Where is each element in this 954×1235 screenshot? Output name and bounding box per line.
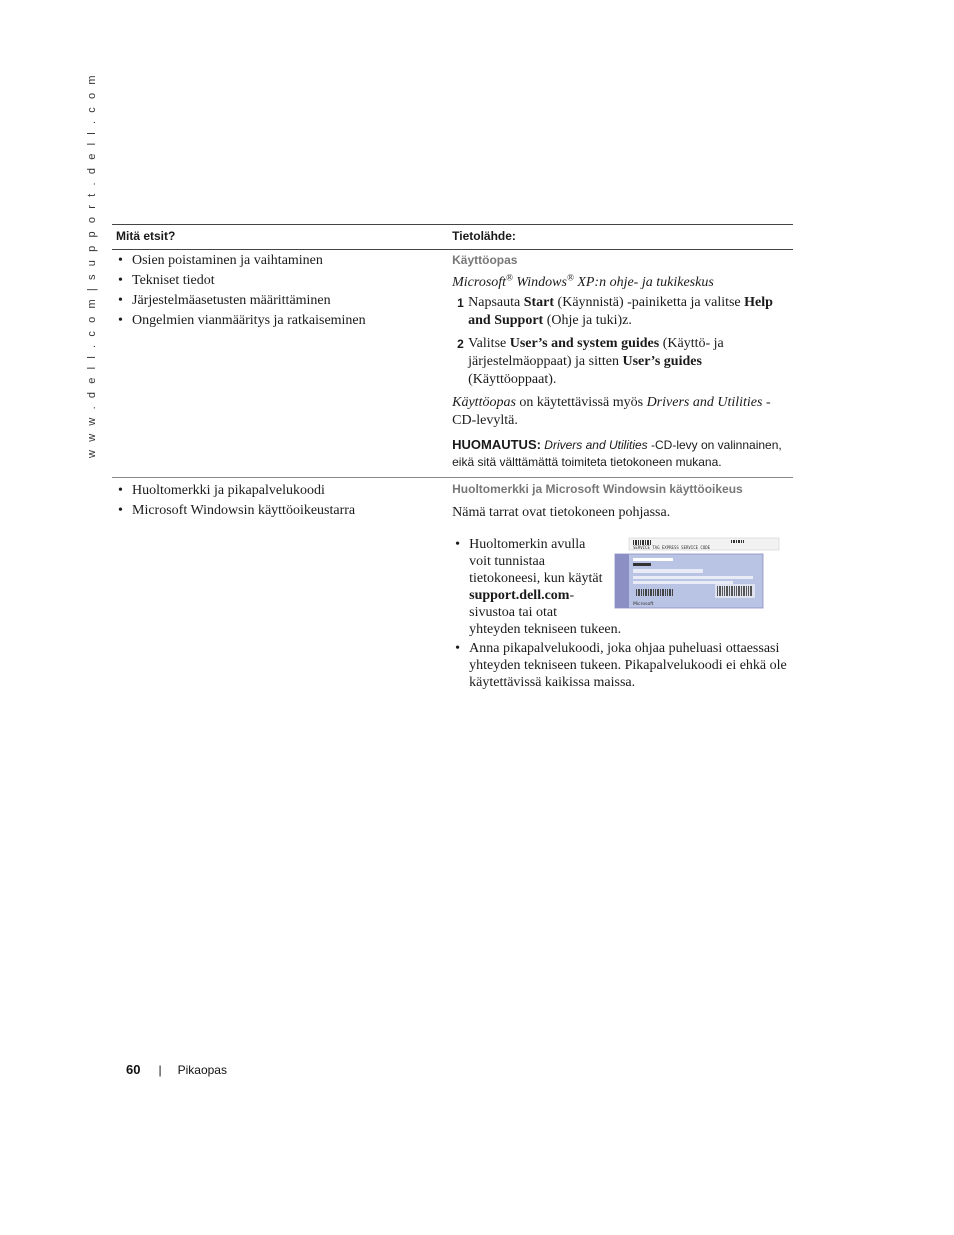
step-2: [452, 335, 793, 389]
step-text: (Käynnistä) -painiketta ja valitse: [554, 295, 745, 310]
list-item: • Osien poistaminen ja vaihtaminen: [112, 251, 449, 271]
source-heading: Huoltomerkki ja Microsoft Windowsin käyttöoikeus: [452, 482, 743, 496]
label-bullets: [452, 536, 793, 691]
step-1: [452, 294, 793, 330]
availability-text: [452, 394, 793, 430]
list-item: [452, 536, 793, 638]
list-item: • Järjestelmäasetusten määrittäminen: [112, 291, 449, 311]
step-text: (Ohje ja tuki)z.: [543, 313, 632, 328]
note-text: -CD-levy on valinnainen, eikä sitä välttämättä toimiteta tietokoneen mukana.: [452, 438, 782, 469]
registered-mark: ®: [506, 272, 513, 283]
step-strong: User’s guides: [622, 354, 702, 369]
step-text: Napsauta: [468, 295, 524, 310]
side-url-text: w w w . d e l l . c o m | s u p p o r t . d e l l . c o m: [86, 72, 98, 458]
list-item: • Microsoft Windowsin käyttöoikeustarra: [112, 501, 449, 521]
help-line-windows: Windows: [512, 275, 567, 290]
registered-mark: ®: [566, 272, 574, 283]
list-item: • Ongelmien vianmääritys ja ratkaiseminen: [112, 311, 449, 331]
row1-topics: [112, 250, 449, 478]
footer-title: Pikaopas: [177, 1063, 227, 1077]
col2-header: Tietolähde:: [449, 225, 793, 250]
step-strong: Start: [523, 295, 555, 310]
avail-italic: Käyttöopas: [452, 395, 516, 410]
help-center-line: [452, 274, 793, 292]
list-item: • Huoltomerkki ja pikapalvelukoodi: [112, 481, 449, 501]
row1-source: [449, 250, 793, 478]
label-brand-text: Microsoft: [633, 602, 654, 607]
bullet-text: -sivustoa tai otat: [469, 588, 575, 620]
help-line-rest: XP:n ohje- ja tukikeskus: [573, 275, 714, 290]
table-row: [112, 478, 793, 692]
step-number: 2: [457, 337, 464, 351]
label-section: [452, 536, 793, 691]
page-footer: [126, 1062, 227, 1077]
step-strong: Help and Support: [468, 295, 773, 328]
step-text: (Käyttö- ja järjestelmäoppaat) ja sitten: [468, 336, 724, 369]
source-heading: Käyttöopas: [452, 253, 518, 267]
bullet-text-tail: yhteyden tekniseen tukeen.: [469, 622, 622, 637]
step-text: Valitse: [468, 336, 510, 351]
info-table: [112, 224, 793, 691]
avail-text: -CD-levyltä.: [452, 395, 771, 428]
label-top-text: SERVICE TAG EXPRESS SERVICE CODE: [633, 545, 711, 550]
list-item: • Tekniset tiedot: [112, 271, 449, 291]
topic-list: [112, 251, 449, 331]
bullet-text: Huoltomerkin avulla voit tunnistaa tietokoneesi, kun käytät: [469, 537, 603, 586]
steps-list: [452, 294, 793, 389]
avail-text: on käytettävissä myös: [515, 395, 647, 410]
note-italic: Drivers and Utilities: [544, 438, 648, 452]
step-number: 1: [457, 296, 464, 310]
list-item: • Anna pikapalvelukoodi, joka ohjaa puheluasi ottaessasi yhteyden tekniseen tukeen. Pikapalvelukoodi ei ehkä ole käytettävissä kaikissa maissa.: [452, 640, 793, 691]
footer-separator: |: [158, 1063, 162, 1077]
bullet-strong: support.dell.com: [469, 588, 570, 603]
col1-header: Mitä etsit?: [112, 225, 449, 250]
step-strong: User’s and system guides: [509, 336, 660, 351]
note-label: HUOMAUTUS:: [452, 437, 541, 452]
row2-source: [449, 478, 793, 692]
avail-italic: Drivers and Utilities: [646, 395, 763, 410]
table-row: [112, 250, 793, 478]
note-block: [452, 436, 793, 471]
help-line-microsoft: Microsoft: [452, 275, 507, 290]
row2-topics: [112, 478, 449, 692]
step-text: (Käyttöoppaat).: [468, 372, 557, 387]
table-header-row: [112, 225, 793, 250]
intro-text: Nämä tarrat ovat tietokoneen pohjassa.: [452, 505, 671, 520]
topic-list: [112, 481, 449, 521]
page-number: 60: [126, 1062, 141, 1077]
